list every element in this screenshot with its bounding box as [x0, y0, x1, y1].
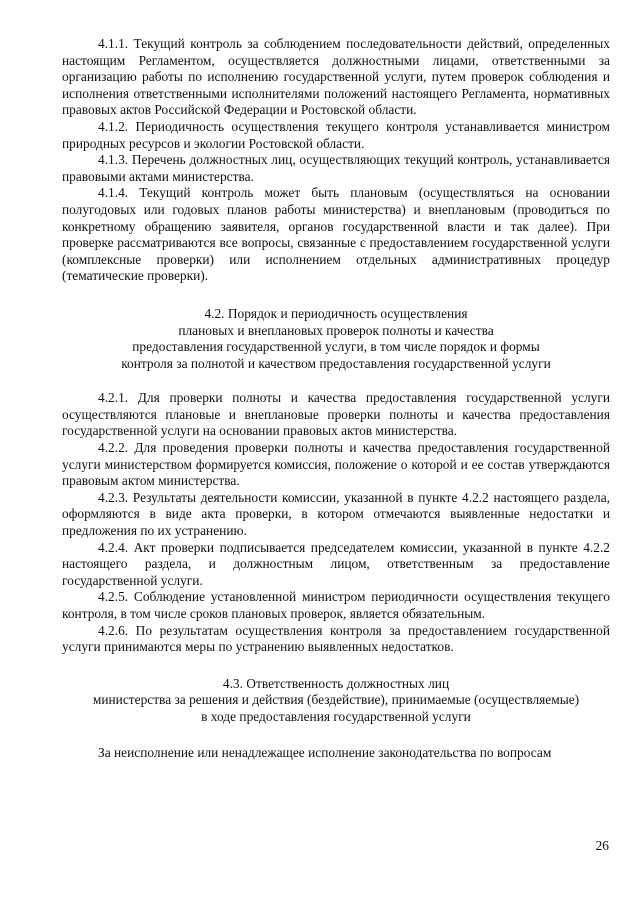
spacer: [62, 285, 610, 306]
paragraph-4-2-4: 4.2.4. Акт проверки подписывается председателем комиссии, указанной в пункте 4.2.2 настоящего раздела, и должностным лицом, ответственным за предоставление государственной услуги.: [62, 539, 610, 588]
heading-line: плановых и внеплановых проверок полноты и качества: [178, 322, 494, 338]
paragraph-4-1-4: 4.1.4. Текущий контроль может быть плановым (осуществляться на основании полугодовых или годовых планов работы министерства) и внеплановым (проводиться по конкретному обращению заявителя, органов государственной власти и так далее). При проверке рассматриваются все вопросы, связанные с предоставлением государственной услуги (комплексные проверки) или исполнением отдельных административных процедур (тематические проверки).: [62, 185, 610, 284]
spacer: [62, 726, 610, 745]
spacer: [62, 656, 610, 676]
paragraph-4-3-intro: За неисполнение или ненадлежащее исполнение законодательства по вопросам: [98, 744, 552, 760]
heading-line: в ходе предоставления государственной услуги: [201, 708, 471, 724]
paragraph-4-2-2: 4.2.2. Для проведения проверки полноты и качества предоставления государственной услуги министерством формируется комиссия, положение о которой и ее состав утверждаются правовым актом министерства.: [62, 440, 610, 489]
heading-line: министерства за решения и действия (бездействие), принимаемые (осуществляемые): [92, 692, 580, 708]
heading-line: контроля за полнотой и качеством предоставления государственной услуги: [121, 355, 551, 371]
paragraph-4-2-1: 4.2.1. Для проверки полноты и качества предоставления государственной услуги осуществляются плановые и внеплановые проверки полноты и качества предоставления государственной услуги на основании правовых актов министерства.: [62, 390, 610, 439]
paragraph-4-1-1: 4.1.1. Текущий контроль за соблюдением последовательности действий, определенных настоящим Регламентом, осуществляется должностными лицами, ответственными за организацию работы по исполнению государственной услуги, путем проверок соблюдения и исполнения ответственными исполнителями положений настоящего Регламента, нормативных правовых актов Российской Федерации и Ростовской области.: [62, 36, 610, 118]
paragraph-4-1-2: 4.1.2. Периодичность осуществления текущего контроля устанавливается министром природных ресурсов и экологии Ростовской области.: [62, 118, 610, 151]
paragraph-4-2-6: 4.2.6. По результатам осуществления контроля за предоставлением государственной услуги принимаются меры по устранению выявленных недостатков.: [62, 622, 610, 655]
paragraph-4-2-3: 4.2.3. Результаты деятельности комиссии, указанной в пункте 4.2.2 настоящего раздела, оформляются в виде акта проверки, в котором отмечаются выявленные недостатки и предложения по их устранению.: [62, 489, 610, 539]
heading-line: предоставления государственной услуги, в том числе порядок и формы: [132, 339, 540, 355]
document-page: [62, 36, 610, 761]
section-4-3-heading: [62, 676, 610, 726]
spacer: [62, 372, 610, 390]
heading-line: 4.2. Порядок и периодичность осуществления: [204, 305, 468, 321]
paragraph-4-1-3: 4.1.3. Перечень должностных лиц, осуществляющих текущий контроль, устанавливается правовыми актами министерства.: [62, 152, 610, 184]
section-4-1: [62, 36, 610, 285]
page-number: 26: [595, 838, 609, 853]
heading-line: 4.3. Ответственность должностных лиц: [222, 675, 450, 691]
section-4-2-heading: [62, 306, 610, 372]
section-4-2: [62, 390, 610, 656]
section-4-3: [62, 745, 610, 762]
paragraph-4-2-5: 4.2.5. Соблюдение установленной министром периодичности осуществления текущего контроля, в том числе сроков плановых проверок, является обязательным.: [62, 589, 610, 621]
